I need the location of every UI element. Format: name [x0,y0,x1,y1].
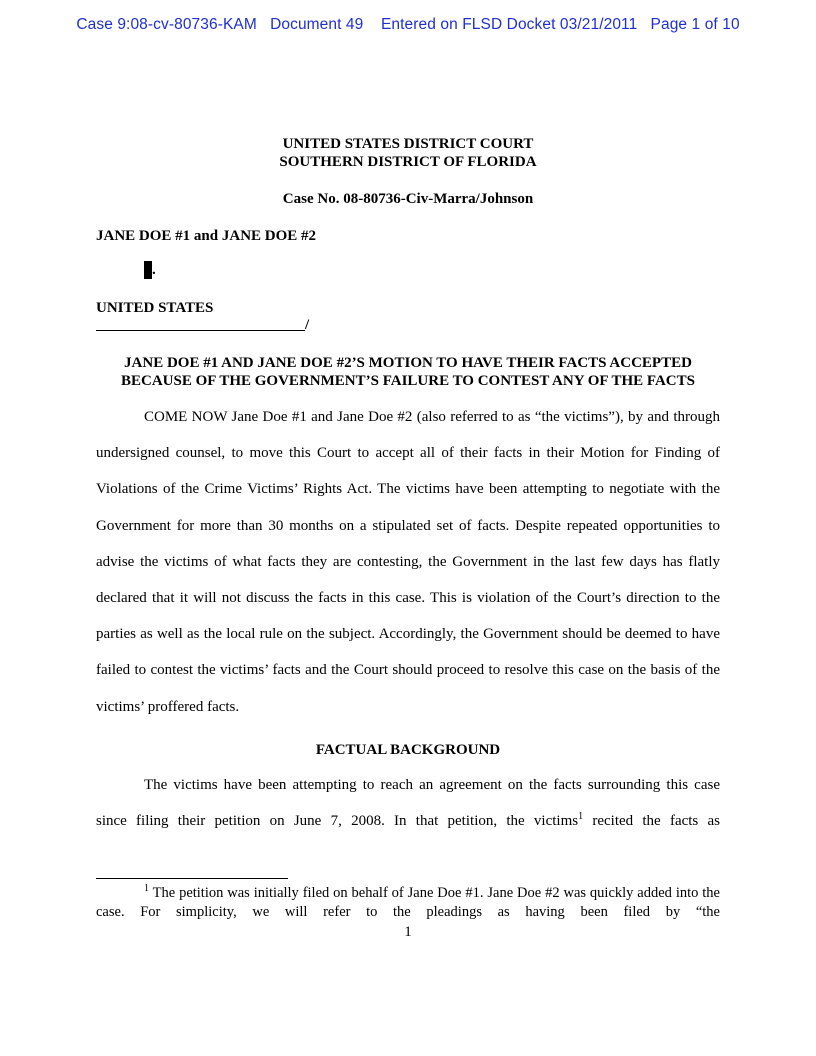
docket-header: Case 9:08-cv-80736-KAM Document 49 Entered on FLSD Docket 03/21/2011 Page 1 of 10 [76,16,740,33]
plaintiffs: JANE DOE #1 and JANE DOE #2 [96,228,317,244]
background-paragraph [96,767,720,839]
caption-slash: / [305,317,310,333]
caption-divider [96,316,309,334]
court-district: SOUTHERN DISTRICT OF FLORIDA [279,154,537,170]
background-text-cont: recited the facts as [583,813,720,830]
motion-title-line2: BECAUSE OF THE GOVERNMENT’S FAILURE TO CONTEST ANY OF THE FACTS [120,373,695,389]
redaction-box [144,261,152,279]
versus-mark: . [152,262,156,278]
background-text: The victims have been attempting to reach an agreement on the facts surrounding this case since filing their petition on June 7, 2008. In that petition, the victims [96,777,720,830]
section-heading: FACTUAL BACKGROUND [315,742,501,758]
defendant: UNITED STATES [96,300,214,316]
footnote [96,884,720,922]
page-number: 1 [404,924,412,940]
footnote-rule [96,878,288,879]
case-number: Case No. 08-80736-Civ-Marra/Johnson [282,191,534,207]
footnote-ref[interactable]: 1 [578,811,584,823]
footnote-marker: 1 [144,883,149,894]
intro-paragraph: COME NOW Jane Doe #1 and Jane Doe #2 (also referred to as “the victims”), by and through undersigned counsel, to move this Court to accept all of their facts in their Motion for Finding of Violations of the Crime Victims’ Rights Act. The victims have been attempting to negotiate with the Government for more than 30 months on a stipulated set of facts. Despite repeated opportunities to advise the victims of what facts they are contesting, the Government in the last few days has flatly declared that it will not discuss the facts in this case. This is violation of the Court’s direction to the parties as well as the local rule on the subject. Accordingly, the Government should be deemed to have failed to contest the victims’ facts and the Court should proceed to resolve this case on the basis of the victims’ proffered facts. [96,409,720,715]
court-name: UNITED STATES DISTRICT COURT [282,136,534,152]
caption-underline [96,316,305,331]
footnote-text: The petition was initially filed on behalf of Jane Doe #1. Jane Doe #2 was quickly added into the case. For simplicity, we will refer to the pleadings as having been filed by “the [96,885,720,920]
motion-title-line1: JANE DOE #1 AND JANE DOE #2’S MOTION TO HAVE THEIR FACTS ACCEPTED [124,355,692,371]
